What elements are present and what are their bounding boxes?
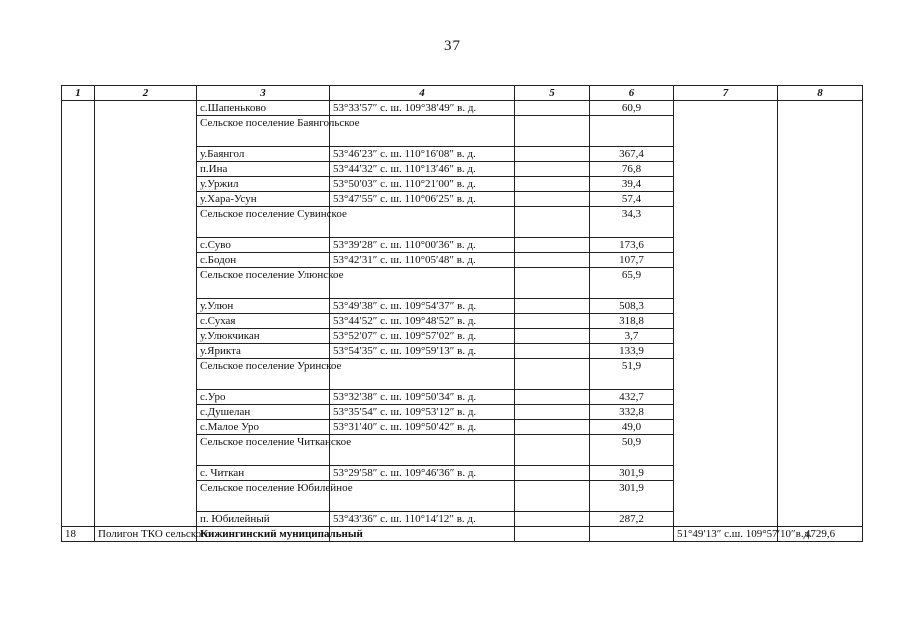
empty-cell	[515, 435, 590, 466]
object-cell	[95, 101, 197, 527]
value: 51,9	[590, 359, 674, 390]
coordinates: 53°42′31″ с. ш. 110°05′48″ в. д.	[330, 253, 515, 268]
column-header: 5	[515, 86, 590, 101]
settlement-name: у.Хара-Усун	[197, 192, 330, 207]
settlement-name: с.Бодон	[197, 253, 330, 268]
row-number: 18	[62, 527, 95, 542]
empty-cell	[515, 420, 590, 435]
coordinates: 53°32′38″ с. ш. 109°50′34″ в. д.	[330, 390, 515, 405]
empty-cell	[515, 268, 590, 299]
settlements-table	[61, 85, 863, 542]
coordinates: 53°49′38″ с. ш. 109°54′37″ в. д.	[330, 299, 515, 314]
empty-cell	[515, 147, 590, 162]
value: 432,7	[590, 390, 674, 405]
empty-cell	[515, 329, 590, 344]
settlement-name: с. Читкан	[197, 466, 330, 481]
value: 49,0	[590, 420, 674, 435]
settlement-name: с.Суво	[197, 238, 330, 253]
value: 301,9	[590, 481, 674, 512]
value: 50,9	[590, 435, 674, 466]
table-body	[62, 101, 863, 542]
value: 318,8	[590, 314, 674, 329]
column-header: 7	[674, 86, 778, 101]
settlement-name: Сельское поселение Уринское	[197, 359, 330, 390]
capacity-cell	[778, 101, 863, 527]
coordinates	[330, 359, 515, 390]
coordinates: 53°46′23″ с. ш. 110°16′08″ в. д.	[330, 147, 515, 162]
empty-cell	[515, 466, 590, 481]
settlement-name: Сельское поселение Баянгольское	[197, 116, 330, 147]
value: 301,9	[590, 466, 674, 481]
empty-cell	[515, 390, 590, 405]
table-row	[62, 101, 863, 116]
empty-cell	[515, 314, 590, 329]
polygon-coordinates: 51°49′13″ с.ш. 109°57′10″в.д.	[674, 527, 778, 542]
empty-cell	[515, 512, 590, 527]
settlement-name: Кижингинский муниципальный	[197, 527, 330, 542]
coordinates: 53°54′35″ с. ш. 109°59′13″ в. д.	[330, 344, 515, 359]
coordinates: 53°44′32″ с. ш. 110°13′46″ в. д.	[330, 162, 515, 177]
column-header: 8	[778, 86, 863, 101]
column-header: 2	[95, 86, 197, 101]
coordinates: 53°52′07″ с. ш. 109°57′02″ в. д.	[330, 329, 515, 344]
settlement-name: у.Баянгол	[197, 147, 330, 162]
coordinates: 53°29′58″ с. ш. 109°46′36″ в. д.	[330, 466, 515, 481]
settlement-name: п.Ина	[197, 162, 330, 177]
empty-cell	[515, 177, 590, 192]
coordinates: 53°44′52″ с. ш. 109°48′52″ в. д.	[330, 314, 515, 329]
value-cell	[590, 527, 674, 542]
empty-cell	[515, 527, 590, 542]
settlement-name: у.Уржил	[197, 177, 330, 192]
coordinates: 53°39′28″ с. ш. 110°00′36″ в. д.	[330, 238, 515, 253]
value: 133,9	[590, 344, 674, 359]
polygon-coordinates-cell	[674, 101, 778, 527]
empty-cell	[515, 344, 590, 359]
empty-cell	[515, 101, 590, 116]
empty-cell	[515, 238, 590, 253]
value: 76,8	[590, 162, 674, 177]
empty-cell	[515, 116, 590, 147]
value: 60,9	[590, 101, 674, 116]
value: 173,6	[590, 238, 674, 253]
empty-cell	[515, 207, 590, 238]
empty-cell	[515, 481, 590, 512]
value: 57,4	[590, 192, 674, 207]
empty-cell	[515, 299, 590, 314]
value: 39,4	[590, 177, 674, 192]
empty-cell	[515, 162, 590, 177]
value	[590, 116, 674, 147]
empty-cell	[515, 359, 590, 390]
settlement-name: с.Душелан	[197, 405, 330, 420]
value: 287,2	[590, 512, 674, 527]
settlement-name: с.Шапеньково	[197, 101, 330, 116]
empty-cell	[515, 253, 590, 268]
coordinates: 53°50′03″ с. ш. 110°21′00″ в. д.	[330, 177, 515, 192]
row-number-cell	[62, 101, 95, 527]
column-header: 3	[197, 86, 330, 101]
coordinates	[330, 207, 515, 238]
settlement-name: с.Сухая	[197, 314, 330, 329]
settlement-name: Сельское поселение Сувинское	[197, 207, 330, 238]
coordinates	[330, 268, 515, 299]
empty-cell	[515, 405, 590, 420]
settlement-name: с.Уро	[197, 390, 330, 405]
coordinates: 53°31′40″ с. ш. 109°50′42″ в. д.	[330, 420, 515, 435]
coordinates	[330, 435, 515, 466]
value: 65,9	[590, 268, 674, 299]
settlement-name: у.Улюкчикан	[197, 329, 330, 344]
value: 34,3	[590, 207, 674, 238]
settlement-name: Сельское поселение Улюнское	[197, 268, 330, 299]
column-header: 1	[62, 86, 95, 101]
coordinates: 53°47′55″ с. ш. 110°06′25″ в. д.	[330, 192, 515, 207]
value: 107,7	[590, 253, 674, 268]
settlement-name: Сельское поселение Юбилейное	[197, 481, 330, 512]
header-row	[62, 86, 863, 101]
settlement-name: с.Малое Уро	[197, 420, 330, 435]
coordinates: 53°43′36″ с. ш. 110°14′12″ в. д.	[330, 512, 515, 527]
empty-cell	[515, 192, 590, 207]
capacity-value: 4729,6	[778, 527, 863, 542]
value: 3,7	[590, 329, 674, 344]
value: 508,3	[590, 299, 674, 314]
column-header: 6	[590, 86, 674, 101]
settlement-name: п. Юбилейный	[197, 512, 330, 527]
column-header: 4	[330, 86, 515, 101]
value: 332,8	[590, 405, 674, 420]
table-row-18	[62, 527, 863, 542]
page-number: 37	[444, 38, 461, 54]
coordinates: 53°33′57″ с. ш. 109°38′49″ в. д.	[330, 101, 515, 116]
object-name: Полигон ТКО сельского	[95, 527, 197, 542]
settlement-name: у.Улюн	[197, 299, 330, 314]
value: 367,4	[590, 147, 674, 162]
settlement-name: Сельское поселение Читканское	[197, 435, 330, 466]
coordinates: 53°35′54″ с. ш. 109°53′12″ в. д.	[330, 405, 515, 420]
coordinates	[330, 481, 515, 512]
settlement-name: у.Ярикта	[197, 344, 330, 359]
